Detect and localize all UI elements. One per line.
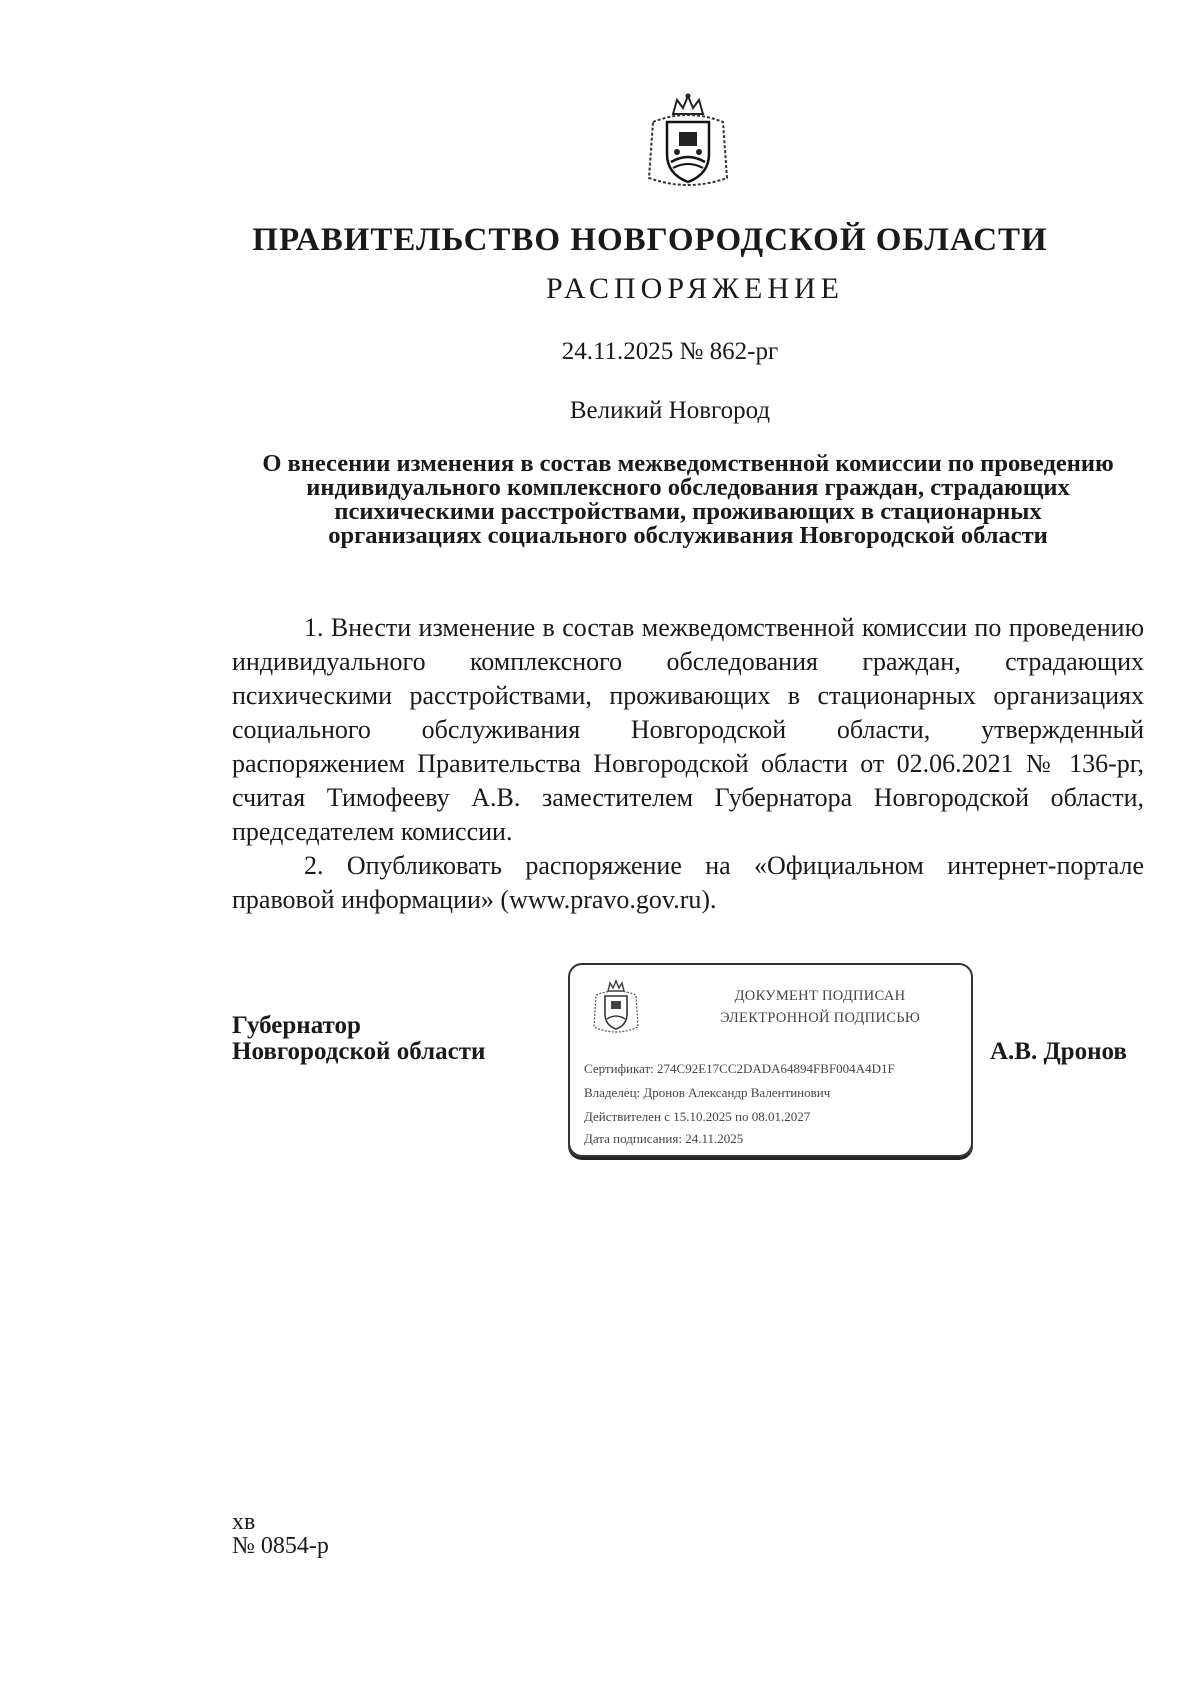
- stamp-heading: [680, 985, 960, 1029]
- subject-line: индивидуального комплексного обследования граждан, страдающих: [306, 474, 1070, 501]
- novgorod-coat-of-arms-icon: [643, 92, 733, 192]
- stamp-heading-line: ЭЛЕКТРОННОЙ ПОДПИСЬЮ: [719, 1010, 921, 1026]
- document-body: [232, 611, 1144, 917]
- stamp-certificate: Сертификат: 274C92E17CC2DADA64894FBF004A4D1F: [584, 1061, 895, 1076]
- subject-line: О внесении изменения в состав межведомственной комиссии по проведению: [262, 450, 1114, 477]
- footer-number: № 0854-р: [232, 1533, 329, 1559]
- stamp-sign-date: Дата подписания: 24.11.2025: [584, 1131, 744, 1146]
- government-title: ПРАВИТЕЛЬСТВО НОВГОРОДСКОЙ ОБЛАСТИ: [252, 222, 1048, 258]
- document-city: Великий Новгород: [569, 397, 771, 424]
- signer-position-line: Новгородской области: [232, 1038, 486, 1065]
- stamp-owner: Владелец: Дронов Александр Валентинович: [584, 1085, 831, 1100]
- novgorod-coat-of-arms-icon: [592, 979, 640, 1037]
- document-subject: [232, 452, 1144, 548]
- document-type: РАСПОРЯЖЕНИЕ: [545, 272, 845, 305]
- document-date-number: 24.11.2025 № 862-рг: [561, 338, 779, 365]
- signer-position: [232, 1013, 542, 1065]
- document-footer: [232, 1510, 329, 1558]
- signer-name: А.В. Дронов: [990, 1038, 1127, 1065]
- subject-line: организациях социального обслуживания Новгородской области: [328, 522, 1048, 549]
- electronic-signature-stamp: [568, 963, 973, 1157]
- body-paragraph-2: 2. Опубликовать распоряжение на «Официальном интернет-портале правовой информации» (www.pravo.gov.ru).: [232, 851, 1144, 914]
- stamp-validity: Действителен с 15.10.2025 по 08.01.2027: [584, 1109, 811, 1124]
- subject-line: психическими расстройствами, проживающих в стационарных: [334, 498, 1042, 525]
- body-paragraph-1: 1. Внести изменение в состав межведомственной комиссии по проведению индивидуального комплексного обследования граждан, страдающих психическими расстройствами, проживающих в стационарных организациях социального обслуживания Новгородской области, утвержденный распоряжением Правительства Новгородской области от 02.06.2021 № 136-рг, считая Тимофееву А.В. заместителем Губернатора Новгородской области, председателем комиссии.: [232, 613, 1144, 846]
- signer-position-line: Губернатор: [232, 1012, 361, 1039]
- footer-code: хв: [232, 1509, 256, 1535]
- stamp-heading-line: ДОКУМЕНТ ПОДПИСАН: [734, 988, 906, 1004]
